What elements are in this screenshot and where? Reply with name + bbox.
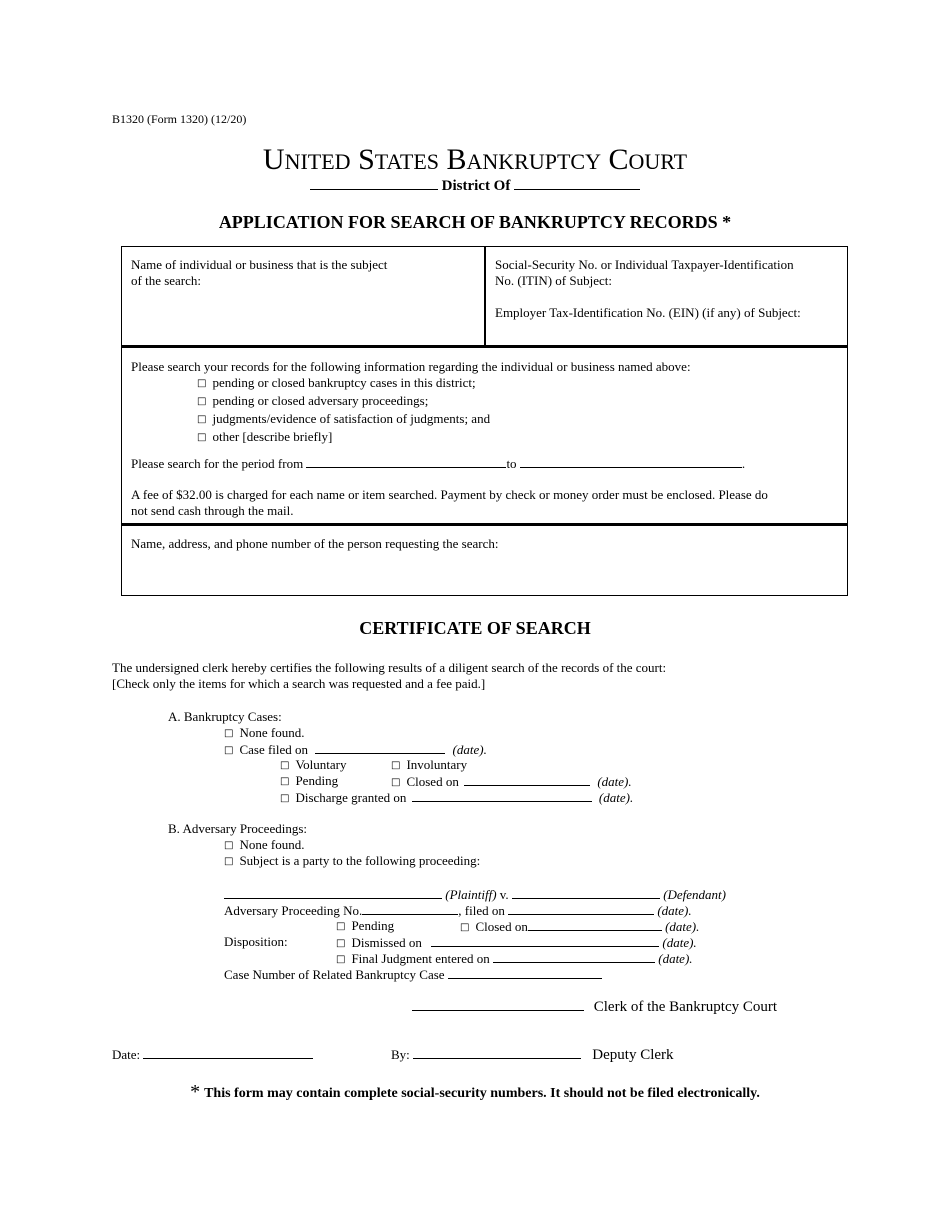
district-blank-left[interactable]	[310, 177, 438, 190]
ein-label[interactable]: Employer Tax-Identification No. (EIN) (if any) of Subject:	[495, 305, 801, 320]
date-field[interactable]	[143, 1046, 313, 1059]
section-b-heading: B. Adversary Proceedings:	[168, 821, 308, 836]
clerk-signature-field[interactable]	[412, 998, 584, 1011]
case-filed-date-field[interactable]	[315, 741, 445, 754]
search-option[interactable]: □ other [describe briefly]	[197, 429, 333, 444]
a-discharge[interactable]: □ Discharge granted on (date).	[280, 790, 634, 805]
clerk-signature-line: Clerk of the Bankruptcy Court	[412, 998, 777, 1015]
fee-notice: A fee of $32.00 is charged for each name or item searched. Payment by check or money order must be enclosed. Please do not send cash through the mail.	[131, 487, 768, 518]
requester-label[interactable]: Name, address, and phone number of the person requesting the search:	[131, 536, 499, 551]
checkbox-icon: □	[280, 760, 290, 771]
footer-notice: * This form may contain complete social-security numbers. It should not be filed electronically.	[190, 1081, 760, 1103]
checkbox-icon: □	[460, 922, 470, 933]
adversary-proceeding-line: Adversary Proceeding No. , filed on (date).	[224, 903, 692, 918]
checkbox-icon: □	[391, 760, 401, 771]
checkbox-icon: □	[280, 776, 290, 787]
a-none-found[interactable]: □ None found.	[224, 725, 305, 740]
district-blank-right[interactable]	[514, 177, 640, 190]
related-case-line: Case Number of Related Bankruptcy Case	[224, 966, 602, 983]
a-pending[interactable]: □ Pending	[280, 773, 339, 788]
a-involuntary[interactable]: □ Involuntary	[391, 757, 468, 772]
b-closed-on[interactable]: □ Closed on (date).	[460, 919, 700, 934]
checkbox-icon: □	[224, 856, 234, 867]
search-option[interactable]: □ judgments/evidence of satisfaction of judgments; and	[197, 411, 491, 426]
defendant-field[interactable]	[512, 886, 660, 899]
period-to-field[interactable]	[520, 455, 742, 468]
checkbox-icon: □	[197, 432, 207, 443]
b-closed-date-field[interactable]	[528, 918, 662, 931]
subject-info-box	[121, 246, 848, 348]
a-case-filed[interactable]: □ Case filed on (date).	[224, 742, 487, 757]
b-subject-party[interactable]: □ Subject is a party to the following proceeding:	[224, 853, 481, 868]
checkbox-icon: □	[336, 921, 346, 932]
adv-filed-date-field[interactable]	[508, 902, 654, 915]
discharge-date-field[interactable]	[412, 789, 592, 802]
related-case-field[interactable]	[448, 966, 602, 979]
b-final-judgment[interactable]: □ Final Judgment entered on (date).	[336, 951, 693, 966]
search-options-list	[197, 375, 490, 447]
section-a-heading: A. Bankruptcy Cases:	[168, 709, 282, 724]
date-line: Date:	[112, 1046, 313, 1063]
search-option[interactable]: □ pending or closed bankruptcy cases in this district;	[197, 375, 476, 390]
search-period: Please search for the period from to .	[131, 456, 746, 471]
checkbox-icon: □	[391, 777, 401, 788]
checkbox-icon: □	[197, 396, 207, 407]
period-from-field[interactable]	[306, 455, 506, 468]
checkbox-icon: □	[336, 954, 346, 965]
search-intro: Please search your records for the following information regarding the individual or business named above:	[131, 359, 691, 374]
checkbox-icon: □	[197, 414, 207, 425]
checkbox-icon: □	[224, 745, 234, 756]
search-option[interactable]: □ pending or closed adversary proceedings;	[197, 393, 429, 408]
plaintiff-defendant-line: (Plaintiff) v. (Defendant)	[224, 886, 726, 903]
checkbox-icon: □	[224, 728, 234, 739]
certificate-intro: The undersigned clerk hereby certifies the following results of a diligent search of the records of the court: [Check only the items for which a search was requested and a fee paid.]	[112, 660, 667, 691]
plaintiff-field[interactable]	[224, 886, 442, 899]
court-name: UNITED STATES BANKRUPTCY COURT	[262, 143, 688, 176]
form-number: B1320 (Form 1320) (12/20)	[112, 112, 247, 126]
box-divider	[484, 247, 486, 345]
application-title: APPLICATION FOR SEARCH OF BANKRUPTCY RECORDS *	[218, 212, 732, 232]
asterisk-icon: *	[190, 1081, 201, 1103]
by-line: By: Deputy Clerk	[391, 1047, 674, 1063]
b-dismissed-on[interactable]: □ Dismissed on (date).	[336, 935, 697, 950]
checkbox-icon: □	[280, 793, 290, 804]
checkbox-icon: □	[197, 378, 207, 389]
dismissed-date-field[interactable]	[431, 934, 659, 947]
search-request-box	[121, 347, 848, 526]
deputy-signature-field[interactable]	[413, 1046, 581, 1059]
final-judgment-date-field[interactable]	[493, 950, 655, 963]
checkbox-icon: □	[336, 938, 346, 949]
checkbox-icon: □	[224, 840, 234, 851]
a-closed-on[interactable]: □ Closed on (date).	[391, 774, 632, 789]
ssn-itin-label[interactable]: Social-Security No. or Individual Taxpayer-Identification No. (ITIN) of Subject:	[495, 257, 794, 288]
disposition-label: Disposition:	[224, 934, 288, 949]
requester-box	[121, 525, 848, 596]
certificate-title: CERTIFICATE OF SEARCH	[359, 618, 591, 638]
district-line: District Of	[0, 177, 950, 194]
b-pending[interactable]: □ Pending	[336, 918, 395, 933]
adv-proc-no-field[interactable]	[362, 902, 458, 915]
subject-name-label[interactable]: Name of individual or business that is the subject of the search:	[131, 257, 388, 288]
b-none-found[interactable]: □ None found.	[224, 837, 305, 852]
a-voluntary[interactable]: □ Voluntary	[280, 757, 347, 772]
a-closed-date-field[interactable]	[464, 773, 590, 786]
